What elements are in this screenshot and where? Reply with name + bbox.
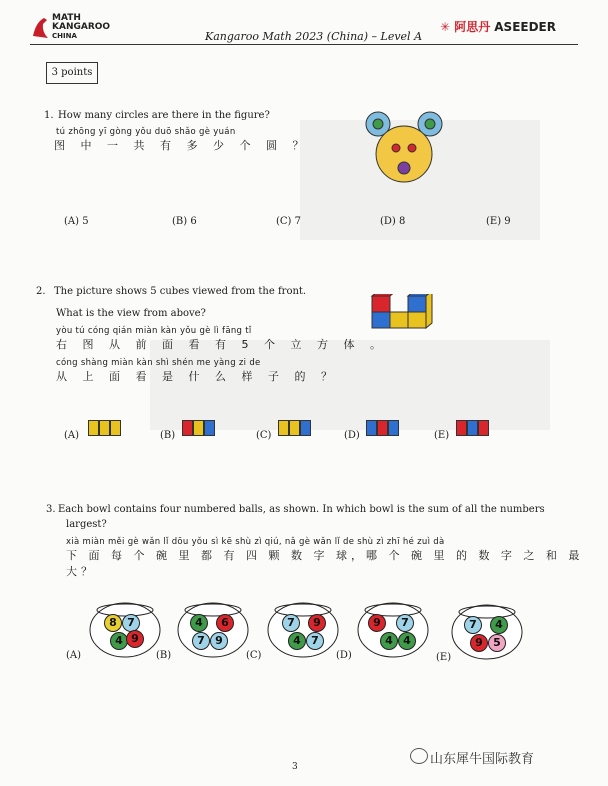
q2-strip-c [278,420,311,436]
ball: 4 [288,632,306,650]
q3-option-e[interactable]: (E) [436,652,452,663]
ball: 9 [210,632,228,650]
q2-chinese-2: 从 上 面 看 是 什 么 样 子 的 ？ [56,370,338,383]
q1-chinese: 图 中 一 共 有 多 少 个 圆 ？ [54,139,310,152]
ball: 4 [110,632,128,650]
q2-strip-b [182,420,215,436]
q1-number: 1. [44,110,54,121]
q3-option-b[interactable]: (B) [156,650,172,661]
q3-option-c[interactable]: (C) [246,650,262,661]
aseeder-logo [440,18,556,35]
bowl-d [356,600,430,658]
bowl-a [88,600,162,658]
page-number: 3 [292,762,298,772]
logo-line-3: CHINA [52,32,77,40]
ball: 4 [190,614,208,632]
q2-pinyin-2: cóng shàng miàn kàn shì shén me yàng zi de [56,358,261,368]
q2-strip-a [88,420,121,436]
ball: 4 [490,616,508,634]
ball: 7 [282,614,300,632]
q2-option-d[interactable]: (D) [344,430,360,441]
page-title: Kangaroo Math 2023 (China) – Level A [205,30,423,43]
aseeder-en: ASEEDER [494,20,556,34]
q2-pinyin-1: yòu tú cóng qián miàn kàn yǒu gè lì fāng tǐ [56,326,252,336]
header-divider [30,44,578,45]
q2-strip-e [456,420,489,436]
q3-text: Each bowl contains four numbered balls, as shown. In which bowl is the sum of all the numbers [58,504,545,515]
q2-option-e[interactable]: (E) [434,430,450,441]
bowl-e [450,602,524,660]
q3-pinyin: xià miàn měi gè wǎn lǐ dōu yǒu sì kē shù zì qiú, nǎ gè wǎn lǐ de shù zì zhī hé zuì dà [66,537,445,547]
q2-strip-d [366,420,399,436]
q2-option-a[interactable]: (A) [64,430,80,441]
aseeder-cn: 阿思丹 [454,20,491,34]
ball: 4 [380,632,398,650]
kangaroo-icon [30,14,50,40]
ball: 9 [368,614,386,632]
ball: 9 [308,614,326,632]
ball: 9 [126,630,144,648]
ball: 9 [470,634,488,652]
q3-number: 3. [46,504,56,515]
ball: 6 [216,614,234,632]
q1-option-c[interactable]: (C) 7 [276,216,301,227]
q2-text: The picture shows 5 cubes viewed from the front. [54,286,307,297]
logo-line-2: KANGAROO [52,22,111,32]
ball: 8 [104,614,122,632]
q1-option-a[interactable]: (A) 5 [64,216,89,227]
q2-number: 2. [36,286,46,297]
q3-option-d[interactable]: (D) [336,650,352,661]
q3-option-a[interactable]: (A) [66,650,82,661]
wechat-icon [410,748,428,764]
q1-option-b[interactable]: (B) 6 [172,216,197,227]
q3-text-2: largest? [66,519,107,530]
points-box: 3 points [46,62,98,84]
q3-chinese: 下 面 每 个 碗 里 都 有 四 颗 数 字 球，哪 个 碗 里 的 数 字 之 和 最 大？ [66,549,584,578]
q1-text: How many circles are there in the figure? [58,110,270,121]
bleed-through [150,340,550,430]
ball: 7 [192,632,210,650]
ball: 7 [464,616,482,634]
ball: 7 [306,632,324,650]
q2-cubes-figure [370,294,434,334]
bowl-c [266,600,340,658]
logo-line-1: MATH [52,13,81,23]
ball: 4 [398,632,416,650]
q1-pinyin: tú zhōng yī gòng yǒu duō shǎo gè yuán [56,127,236,137]
math-kangaroo-logo [30,12,120,42]
ball: 7 [122,614,140,632]
q1-option-e[interactable]: (E) 9 [486,216,511,227]
q1-figure [360,108,450,188]
star-icon: ✳ [440,20,451,34]
watermark: 山东犀牛国际教育 [430,752,535,767]
ball: 7 [396,614,414,632]
bowl-b [176,600,250,658]
q2-text-2: What is the view from above? [56,308,206,319]
ball: 5 [488,634,506,652]
q2-chinese-1: 右 图 从 前 面 看 有 5 个 立 方 体 。 [56,338,387,351]
q2-option-b[interactable]: (B) [160,430,176,441]
q2-option-c[interactable]: (C) [256,430,272,441]
q1-option-d[interactable]: (D) 8 [380,216,406,227]
